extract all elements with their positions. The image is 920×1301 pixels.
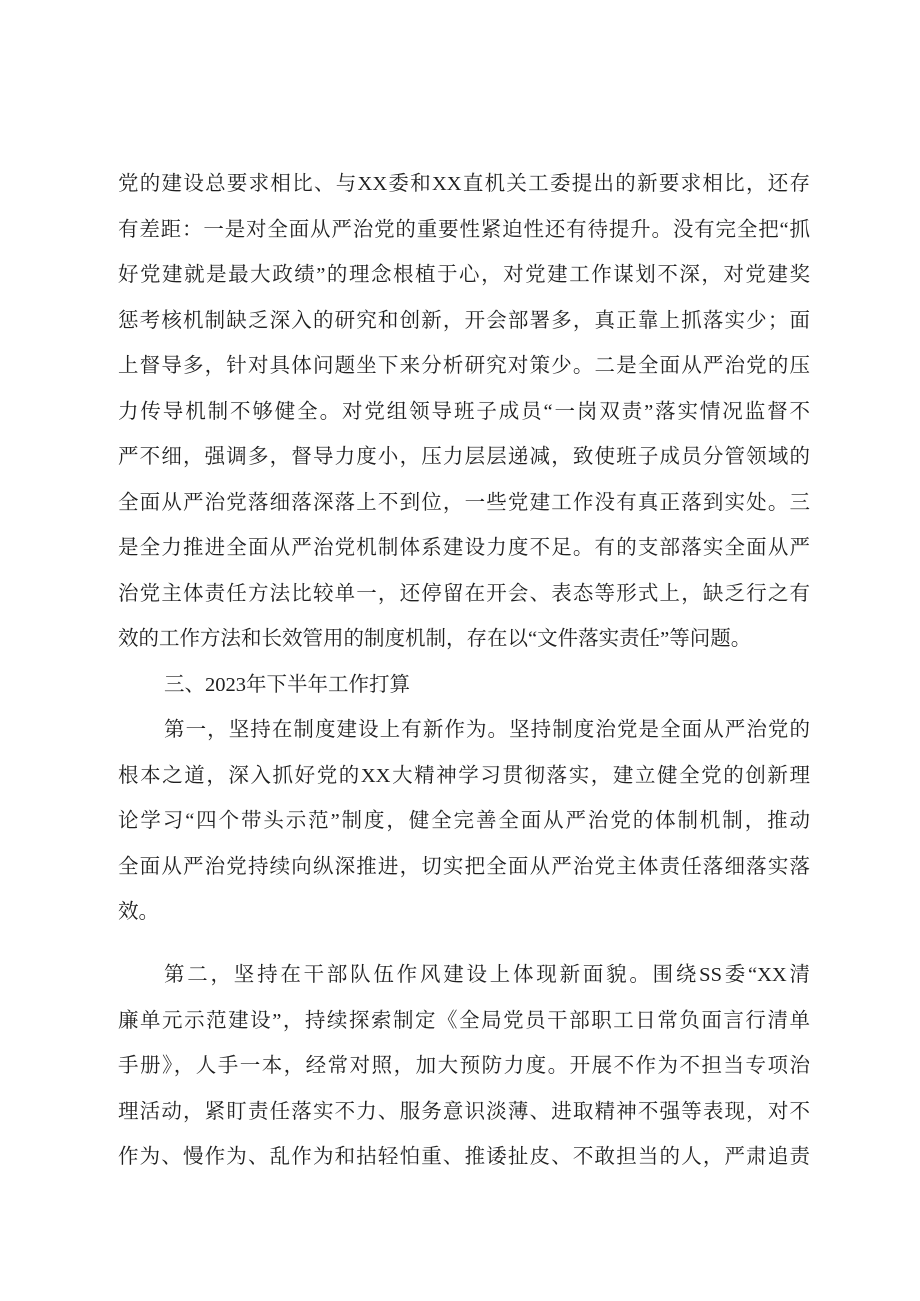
section-heading: [118, 663, 810, 709]
paragraph-shortcomings: [118, 162, 810, 663]
text-line: 论学习“四个带头示范”制度，健全完善全面从严治党的体制机制，推动: [118, 810, 810, 832]
text-line: 廉单元示范建设”，持续探索制定《全局党员干部职工日常负面言行清单: [118, 1009, 810, 1032]
text-line: 好党建就是最大政绩”的理念根植于心，对党建工作谋划不深，对党建奖: [118, 264, 810, 286]
text-line: 第二，坚持在干部队伍作风建设上体现新面貌。围绕SS委“XX清: [164, 964, 810, 986]
document-page: [118, 162, 810, 1181]
text-line: 力传导机制不够健全。对党组领导班子成员“一岗双责”落实情况监督不: [118, 400, 810, 423]
text-line: 作为、慢作为、乱作为和拈轻怕重、推诿扯皮、不敢担当的人，严肃追责: [118, 1146, 810, 1168]
section-heading-text: 三、2023年下半年工作打算: [164, 673, 410, 696]
text-line: 有差距：一是对全面从严治党的重要性紧迫性还有待提升。没有完全把“抓: [118, 218, 810, 241]
text-line: 第一，坚持在制度建设上有新作为。坚持制度治党是全面从严治党的: [164, 719, 810, 741]
text-line: 全面从严治党持续向纵深推进，切实把全面从严治党主体责任落细落实落: [118, 855, 810, 878]
text-line: 是全力推进全面从严治党机制体系建设力度不足。有的支部落实全面从严: [118, 537, 810, 559]
text-line: 理活动，紧盯责任落实不力、服务意识淡薄、进取精神不强等表现，对不: [118, 1100, 810, 1123]
text-line: 效。: [118, 901, 159, 923]
text-line: 惩考核机制缺乏深入的研究和创新，开会部署多，真正靠上抓落实少；面: [118, 309, 810, 332]
text-line: 效的工作方法和长效管用的制度机制，存在以“文件落实责任”等问题。: [118, 628, 752, 650]
text-line: 手册》，人手一本，经常对照，加大预防力度。开展不作为不担当专项治: [118, 1055, 810, 1077]
text-line: 严不细，强调多，督导力度小，压力层层递减，致使班子成员分管领域的: [118, 446, 810, 468]
paragraph-first-plan: [118, 708, 810, 936]
paragraph-second-plan: [118, 953, 810, 1181]
text-line: 根本之道，深入抓好党的XX大精神学习贯彻落实，建立健全党的创新理: [118, 764, 810, 787]
text-line: 党的建设总要求相比、与XX委和XX直机关工委提出的新要求相比，还存: [118, 173, 810, 195]
text-line: 上督导多，针对具体问题坐下来分析研究对策少。二是全面从严治党的压: [118, 355, 810, 377]
text-line: 全面从严治党落细落深落上不到位，一些党建工作没有真正落到实处。三: [118, 491, 810, 514]
text-line: 治党主体责任方法比较单一，还停留在开会、表态等形式上，缺乏行之有: [118, 582, 810, 605]
